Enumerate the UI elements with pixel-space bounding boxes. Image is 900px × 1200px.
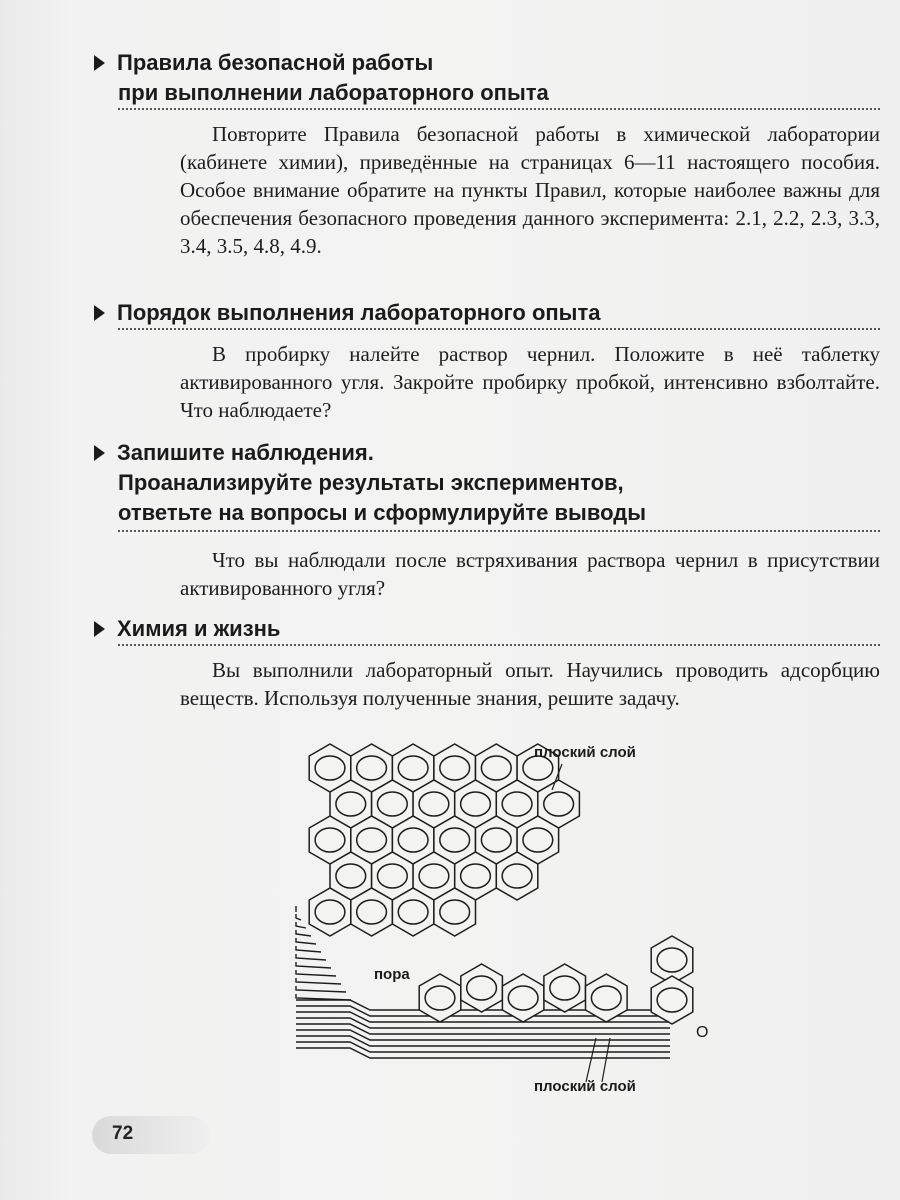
section-heading-line: Химия и жизнь — [117, 616, 281, 641]
stacked-layer-edge — [296, 938, 316, 944]
label-pore: пора — [374, 966, 410, 983]
stacked-layer-edge — [296, 962, 331, 968]
section-heading-line: Порядок выполнения лабораторного опыта — [117, 300, 601, 325]
stacked-layer-edge — [296, 922, 306, 928]
aromatic-ring-circle — [377, 864, 407, 888]
stacked-layer-edge — [296, 954, 326, 960]
aromatic-ring-circle — [523, 828, 553, 852]
aromatic-ring-circle — [481, 828, 511, 852]
dotted-divider — [118, 108, 880, 110]
page-number: 72 — [112, 1123, 134, 1144]
aromatic-ring-circle — [357, 900, 387, 924]
section-heading-safety — [94, 48, 549, 108]
stacked-layer-edge — [296, 1018, 670, 1028]
section-heading-line: ответьте на вопросы и сформулируйте выводы — [118, 500, 646, 525]
graphite-layers-drawing — [290, 738, 750, 1108]
section-heading-procedure — [94, 298, 600, 328]
aromatic-ring-circle — [398, 828, 428, 852]
page-number-badge — [92, 1116, 210, 1154]
aromatic-ring-circle — [419, 864, 449, 888]
aromatic-ring-circle — [440, 900, 470, 924]
stacked-layer-edge — [296, 914, 301, 920]
section-heading-line: Проанализируйте результаты экспериментов, — [118, 470, 624, 495]
bullet-triangle-icon — [94, 55, 105, 71]
section-heading-line: при выполнении лабораторного опыта — [118, 80, 549, 105]
bullet-triangle-icon — [94, 305, 105, 321]
section-heading-line: Правила безопасной работы — [117, 50, 434, 75]
aromatic-ring-circle — [315, 900, 345, 924]
stacked-layer-edge — [296, 1030, 670, 1040]
aromatic-ring-circle — [657, 988, 687, 1012]
aromatic-ring-circle — [315, 828, 345, 852]
dotted-divider — [118, 328, 880, 330]
paragraph-procedure: В пробирку налейте раствор чернил. Положите в неё таблетку активированного угля. Закройте пробирку пробкой, интенсивно взболтайте. Что наблюдаете? — [180, 342, 880, 422]
aromatic-ring-circle — [461, 792, 491, 816]
aromatic-ring-circle — [357, 828, 387, 852]
aromatic-ring-circle — [425, 986, 455, 1010]
aromatic-ring-circle — [467, 976, 497, 1000]
aromatic-ring-circle — [377, 792, 407, 816]
bullet-triangle-icon — [94, 621, 105, 637]
stacked-layer-edge — [296, 994, 351, 1000]
section-heading-chemistry-life — [94, 614, 280, 644]
aromatic-ring-circle — [508, 986, 538, 1010]
aromatic-ring-circle — [550, 976, 580, 1000]
aromatic-ring-circle — [657, 948, 687, 972]
paragraph-safety: Повторите Правила безопасной работы в химической лаборатории (кабинете химии), приведённые на страницах 6—11 настоящего пособия. Особое внимание обратите на пункты Правил, которые наиболее важны для обеспечения безопасного проведения данного эксперимента: 2.1, 2.2, 2.3, 3.3, 3.4, 3.5, 4.8, 4.9. — [180, 122, 880, 258]
aromatic-ring-circle — [461, 864, 491, 888]
label-oxygen: O — [696, 1024, 709, 1041]
stacked-layer-edge — [296, 946, 321, 952]
label-flat-layer-top: плоский слой — [534, 744, 636, 761]
aromatic-ring-circle — [440, 756, 470, 780]
dotted-divider — [118, 530, 880, 532]
aromatic-ring-circle — [398, 756, 428, 780]
aromatic-ring-circle — [336, 792, 366, 816]
aromatic-ring-circle — [544, 792, 574, 816]
aromatic-ring-circle — [398, 900, 428, 924]
aromatic-ring-circle — [591, 986, 621, 1010]
dotted-divider — [118, 644, 880, 646]
label-flat-layer-bottom: плоский слой — [534, 1078, 636, 1095]
stacked-layer-edge — [296, 930, 311, 936]
aromatic-ring-circle — [502, 792, 532, 816]
stacked-layer-edge — [296, 970, 336, 976]
stacked-layer-edge — [296, 1024, 670, 1034]
aromatic-ring-circle — [440, 828, 470, 852]
paragraph-chemistry-life: Вы выполнили лабораторный опыт. Научились проводить адсорбцию веществ. Используя полученные знания, решите задачу. — [180, 658, 880, 710]
bullet-triangle-icon — [94, 445, 105, 461]
section-heading-observations — [94, 438, 646, 528]
stacked-layer-edge — [296, 1036, 670, 1046]
section-heading-line: Запишите наблюдения. — [117, 440, 374, 465]
stacked-layer-edge — [296, 1042, 670, 1052]
aromatic-ring-circle — [336, 864, 366, 888]
aromatic-ring-circle — [502, 864, 532, 888]
aromatic-ring-circle — [481, 756, 511, 780]
aromatic-ring-circle — [419, 792, 449, 816]
stacked-layer-edge — [296, 978, 341, 984]
activated-carbon-structure-diagram — [290, 738, 750, 1108]
paragraph-observations: Что вы наблюдали после встряхивания раствора чернил в присутствии активированного угля? — [180, 548, 880, 600]
stacked-layer-edge — [296, 986, 346, 992]
aromatic-ring-circle — [315, 756, 345, 780]
stacked-layer-edge — [296, 1048, 670, 1058]
aromatic-ring-circle — [357, 756, 387, 780]
